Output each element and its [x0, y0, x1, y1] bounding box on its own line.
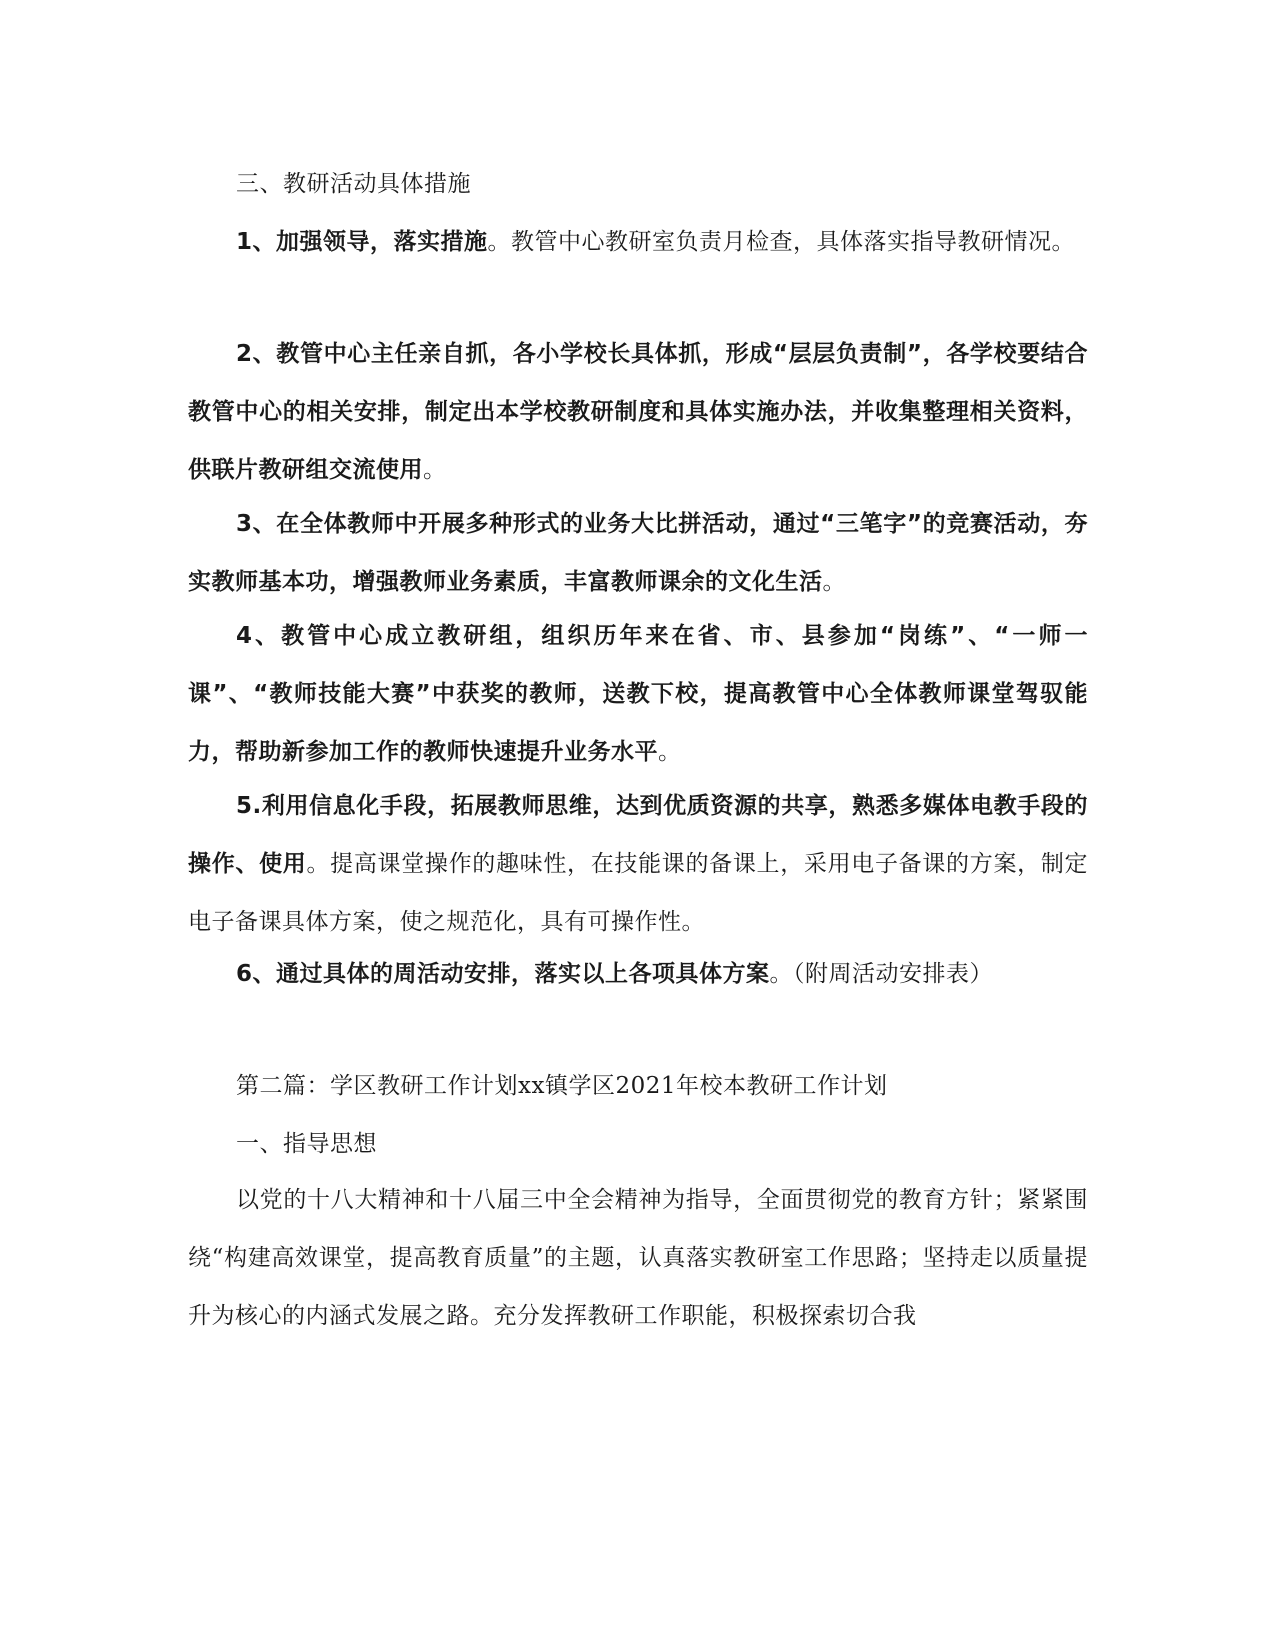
measure-item-4-bold: 4、教管中心成立教研组，组织历年来在省、市、县参加“岗练”、“一师一课”、“教师技能大赛”中获奖的教师，送教下校，提高教管中心全体教师课堂驾驭能力，帮助新参加工作的教师快速提升业务水平: [188, 623, 1088, 765]
guiding-heading: [188, 1115, 1088, 1173]
measure-item-4-text: 。: [658, 739, 682, 765]
measure-item-6-bold: 6、通过具体的周活动安排，落实以上各项具体方案: [236, 961, 770, 987]
guiding-heading-text: 一、指导思想: [236, 1131, 377, 1157]
part-title-text: 第二篇：学区教研工作计划xx镇学区2021年校本教研工作计划: [236, 1073, 888, 1099]
section-heading-text: 三、教研活动具体措施: [236, 171, 471, 197]
measure-item-1: [188, 213, 1088, 271]
measure-item-3-bold: 3、在全体教师中开展多种形式的业务大比拼活动，通过“三笔字”的竞赛活动，夯实教师基本功，增强教师业务素质，丰富教师课余的文化生活: [188, 511, 1088, 595]
measure-item-3: [188, 495, 1088, 611]
guiding-paragraph: [188, 1171, 1088, 1345]
measure-item-5-text: 。提高课堂操作的趣味性，在技能课的备课上，采用电子备课的方案，制定电子备课具体方案，使之规范化，具有可操作性。: [188, 851, 1089, 935]
measure-item-2-text: 。: [423, 457, 447, 483]
measure-item-6: [188, 945, 1088, 1003]
measure-item-4: [188, 607, 1088, 781]
section-heading: [188, 155, 1088, 213]
measure-item-3-text: 。: [822, 569, 846, 595]
measure-item-1-text: 。教管中心教研室负责月检查，具体落实指导教研情况。: [487, 229, 1076, 255]
part-title: [188, 1057, 1088, 1115]
measure-item-6-text: 。（附周活动安排表）: [769, 961, 994, 987]
measure-item-2-bold: 2、教管中心主任亲自抓，各小学校长具体抓，形成“层层负责制”，各学校要结合教管中心的相关安排，制定出本学校教研制度和具体实施办法，并收集整理相关资料，供联片教研组交流使用: [188, 341, 1088, 483]
measure-item-1-bold: 1、加强领导，落实措施: [236, 229, 488, 255]
measure-item-5: [188, 777, 1088, 951]
guiding-paragraph-text: 以党的十八大精神和十八届三中全会精神为指导，全面贯彻党的教育方针；紧紧围绕“构建高效课堂，提高教育质量”的主题，认真落实教研室工作思路；坚持走以质量提升为核心的内涵式发展之路。充分发挥教研工作职能，积极探索切合我: [188, 1187, 1088, 1329]
measure-item-5-bold: 5.利用信息化手段，拓展教师思维，达到优质资源的共享，熟悉多媒体电教手段的操作、使用: [188, 793, 1088, 877]
measure-item-2: [188, 325, 1088, 499]
